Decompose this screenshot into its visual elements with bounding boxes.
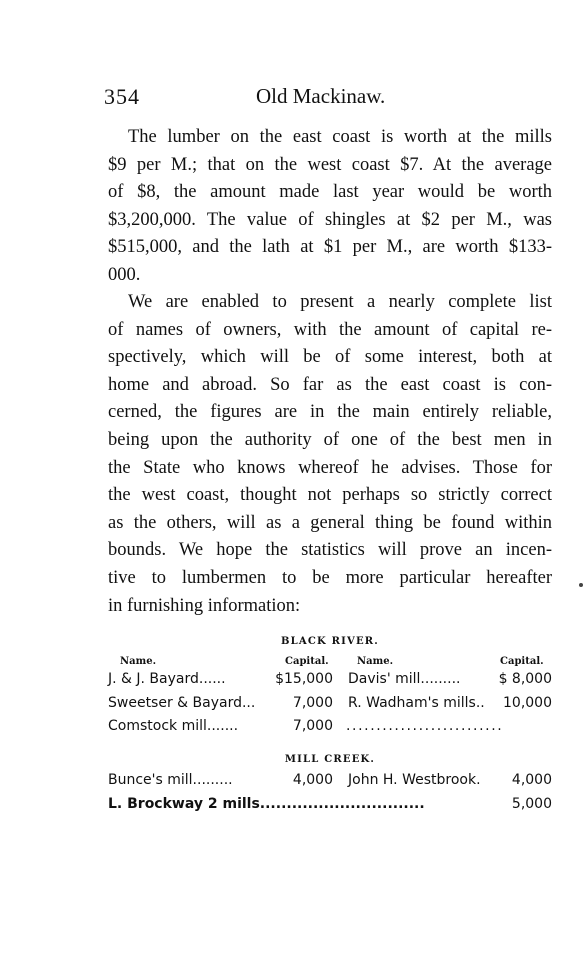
- running-title: Old Mackinaw.: [256, 84, 386, 108]
- column-header-name: Name.: [120, 656, 157, 667]
- paragraph-lumber-value: [108, 124, 552, 290]
- capital-value: 7,000: [292, 718, 333, 734]
- text-line: as the others, will as a general thing be found within: [108, 512, 552, 533]
- text-line: home and abroad. So far as the east coast is con-: [108, 374, 552, 395]
- column-header-name: Name.: [357, 656, 394, 667]
- section-heading-mill-creek: MILL CREEK.: [284, 754, 376, 765]
- text-line: bounds. We hope the statistics will prove an incen-: [108, 540, 552, 561]
- section-heading-black-river: BLACK RIVER.: [281, 636, 379, 647]
- owner-name: J. & J. Bayard......: [108, 671, 226, 687]
- text-line: spectively, which will be of some interest, both at: [108, 347, 552, 368]
- column-header-capital: Capital.: [500, 656, 544, 667]
- owner-name: John H. Westbrook.: [348, 772, 481, 788]
- capital-value: 5,000: [511, 796, 552, 812]
- text-line: $9 per M.; that on the west coast $7. At the average: [108, 154, 552, 175]
- owner-name: Sweetser & Bayard...: [108, 695, 256, 711]
- text-line: The lumber on the east coast is worth at the mills: [128, 127, 552, 147]
- capital-value: 10,000: [503, 695, 552, 711]
- text-line: tive to lumbermen to be more particular hereafter: [108, 567, 552, 588]
- capital-value: $15,000: [275, 671, 333, 687]
- owner-name: Davis' mill.........: [348, 671, 461, 687]
- text-line: We are enabled to present a nearly complete list: [128, 292, 552, 312]
- text-line: $3,200,000. The value of shingles at $2 per M., was: [108, 209, 552, 230]
- text-line: 000.: [108, 264, 141, 285]
- stray-ink-mark: [579, 583, 583, 587]
- text-line: the State who knows whereof he advises. Those for: [108, 457, 552, 478]
- owner-name: Comstock mill.......: [108, 718, 239, 734]
- text-line: being upon the authority of one of the best men in: [108, 429, 552, 450]
- capital-value: 4,000: [511, 772, 552, 788]
- paragraph-owners-list-intro: [108, 289, 552, 620]
- leader-dots: ..........................: [346, 718, 504, 734]
- capital-value: 4,000: [292, 772, 333, 788]
- owner-name: L. Brockway 2 mills...............................: [108, 796, 425, 812]
- text-line: $515,000, and the lath at $1 per M., are worth $133-: [108, 237, 552, 258]
- capital-value: 7,000: [292, 695, 333, 711]
- text-line: the west coast, thought not perhaps so strictly correct: [108, 485, 552, 506]
- text-line: of names of owners, with the amount of capital re-: [108, 319, 552, 340]
- capital-value: $ 8,000: [498, 671, 552, 687]
- page-number: 354: [104, 84, 140, 109]
- owner-name: R. Wadham's mills..: [348, 695, 485, 711]
- text-line: in furnishing information:: [108, 595, 301, 616]
- owner-name: Bunce's mill.........: [108, 772, 233, 788]
- text-line: of $8, the amount made last year would be worth: [108, 182, 552, 203]
- column-header-capital: Capital.: [285, 656, 329, 667]
- text-line: cerned, the figures are in the main entirely reliable,: [108, 402, 552, 423]
